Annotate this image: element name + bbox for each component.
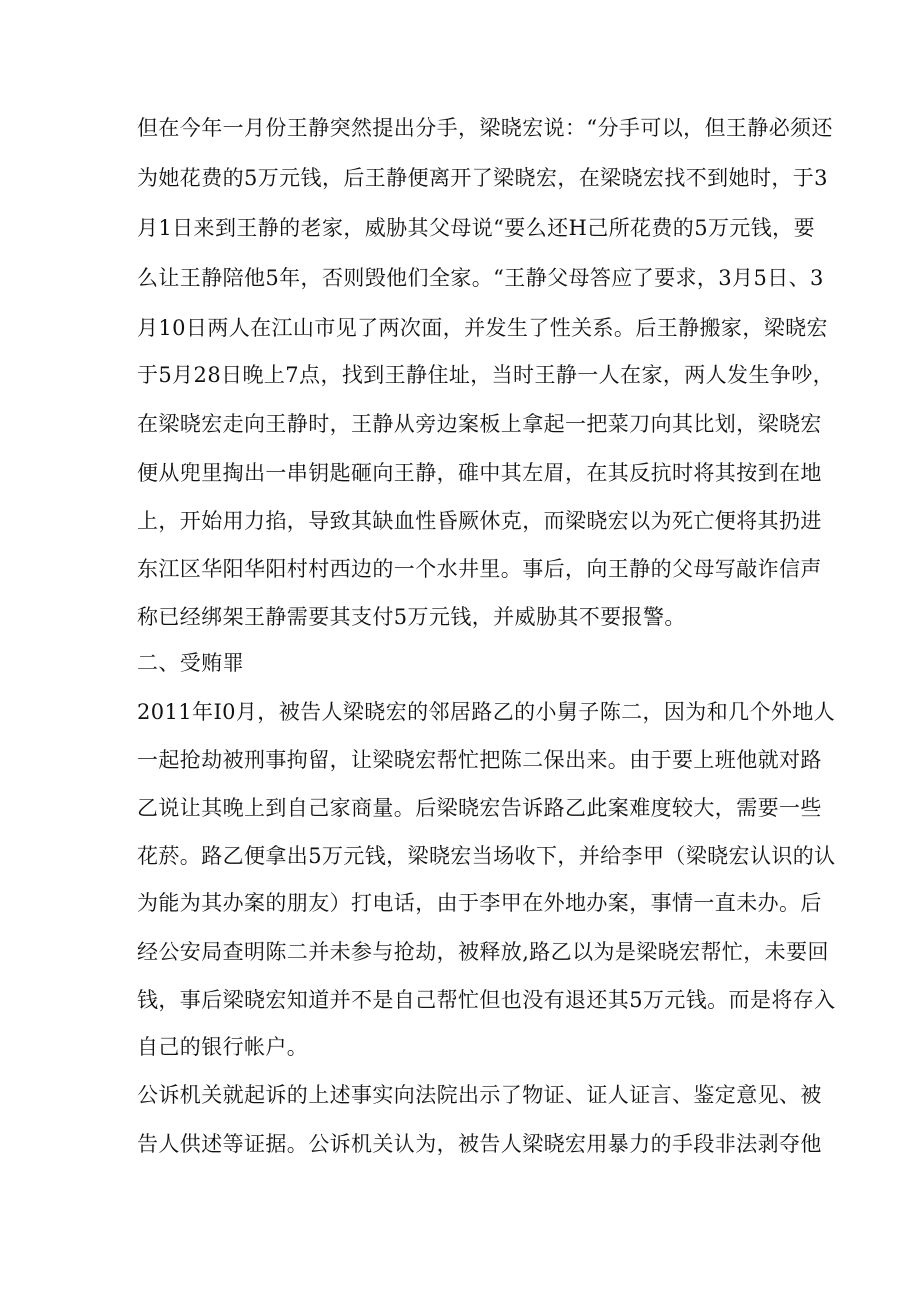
text-line: 2011年I0月，被告人梁晓宏的邻居路乙的小舅子陈二，因为和几个外地人 — [137, 700, 836, 724]
text-line: 便从兜里掏出一串钥匙砸向王静，碓中其左眉，在其反抗时将其按到在地 — [137, 461, 822, 485]
text-line: 于5月28日晚上7点，找到王静住址，当时王静一人在家，两人发生争吵， — [137, 363, 835, 387]
text-line: 上，开始用力掐，导致其缺血性昏厥休克，而梁晓宏以为死亡便将其扔进 — [137, 509, 822, 533]
text-line: 钱，事后梁晓宏知道并不是自己帮忙但也没有退还其5万元钱。而是将存入 — [137, 988, 836, 1012]
text-line: 为她花费的5万元钱，后王静便离开了梁晓宏，在梁晓宏找不到她时，于3 — [137, 166, 828, 190]
text-line: 么让王静陪他5年，否则毁他们全家。“王静父母答应了要求，3月5日、3 — [137, 266, 824, 290]
text-line: 自己的银行帐户。 — [137, 1035, 309, 1059]
text-line: 在梁晓宏走向王静时，王静从旁边案板上拿起一把菜刀向其比划，梁晓宏 — [137, 412, 822, 436]
text-line: 但在今年一月份王静突然提出分手，梁晓宏说：“分手可以，但王静必须还 — [137, 116, 833, 140]
text-line: 经公安局查明陈二并未参与抢劫，被释放,路乙以为是梁晓宏帮忙，未要回 — [137, 940, 829, 964]
text-line: 告人供述等证据。公诉机关认为，被告人梁晓宏用暴力的手段非法剥夺他 — [137, 1132, 822, 1156]
text-line: 东江区华阳华阳村村西边的一个水井里。事后，向王静的父母写敲诈信声 — [137, 557, 822, 581]
text-line: 公诉机关就起诉的上述事实向法院出示了物证、证人证言、鉴定意见、被 — [137, 1083, 822, 1107]
section-heading: 二、受贿罪 — [137, 651, 244, 675]
text-line: 花菸。路乙便拿出5万元钱，梁晓宏当场收下，并给李甲（梁晓宏认识的认 — [137, 844, 836, 868]
text-line: 称已经绑架王静需要其支付5万元钱，并威胁其不要报警。 — [137, 605, 686, 629]
text-line: 乙说让其晚上到自己家商量。后梁晓宏告诉路乙此案难度较大，需要一些 — [137, 796, 822, 820]
text-line: 月10日两人在江山市见了两次面，并发生了性关系。后王静搬家，梁晓宏 — [137, 316, 828, 340]
text-line: 一起抢劫被刑事拘留，让梁晓宏帮忙把陈二保出来。由于要上班他就对路 — [137, 748, 822, 772]
text-line: 为能为其办案的朋友）打电话，由于李甲在外地办案，事情一直未办。后 — [137, 891, 822, 915]
text-line: 月1日来到王静的老家，威胁其父母说“要么还H己所花费的5万元钱，要 — [137, 216, 815, 240]
